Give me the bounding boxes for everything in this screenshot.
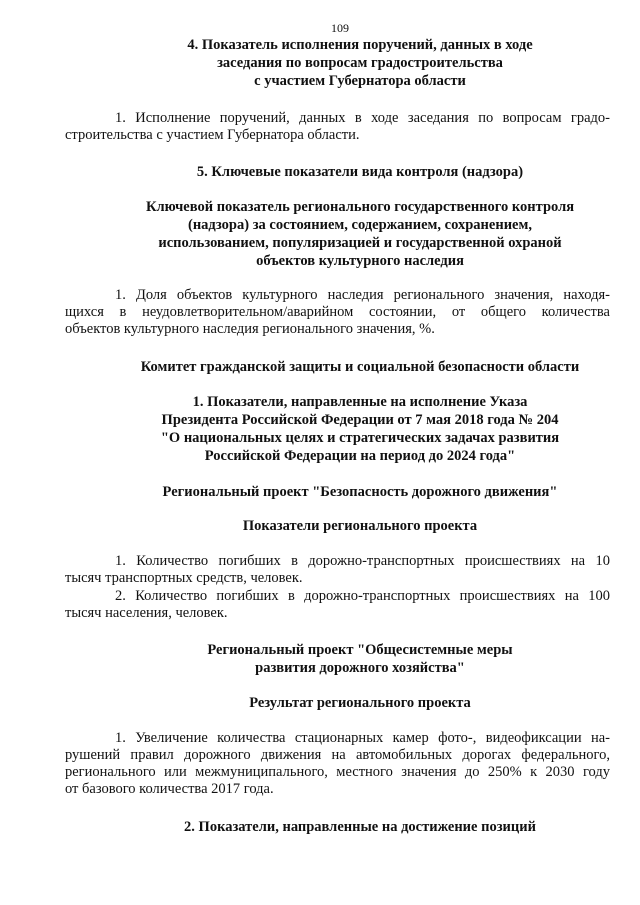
paragraph-line: щихся в неудовлетворительном/аварийном состоянии, от общего количества [65,304,610,320]
heading-line: объектов культурного наследия [256,253,464,269]
paragraph-line: тысяч населения, человек. [65,605,228,621]
heading-line: заседания по вопросам градостроительства [217,55,503,71]
heading-line: 1. Показатели, направленные на исполнение Указа [192,394,528,410]
heading-line: Президента Российской Федерации от 7 мая 2018 года № 204 [161,412,559,428]
heading-line: с участием Губернатора области [254,73,466,89]
heading-decree-indicators [40,393,640,465]
paragraph-deaths-per-population [65,588,610,622]
paragraph-line: тысяч транспортных средств, человек. [65,570,303,586]
heading-line: 2. Показатели, направленные на достижение позиций [184,819,536,835]
paragraph-cameras-increase [65,730,610,798]
paragraph-line: от базового количества 2017 года. [65,781,274,797]
paragraph-line: 1. Количество погибших в дорожно-транспортных происшествиях на 10 [115,553,610,569]
heading-line: Результат регионального проекта [249,695,471,711]
paragraph-line: объектов культурного наследия регионального значения, %. [65,321,435,337]
heading-line: Региональный проект "Общесистемные меры [207,642,513,658]
heading-line: Показатели регионального проекта [242,518,478,534]
paragraph-line: 1. Доля объектов культурного наследия регионального значения, находя- [115,287,610,303]
heading-regional-project-result [40,694,640,712]
paragraph-deaths-per-vehicles [65,553,610,587]
page-number: 109 [331,21,349,35]
heading-road-system-project [40,641,640,677]
heading-line: развития дорожного хозяйства" [255,660,465,676]
paragraph-instructions [65,110,610,144]
heading-line: 5. Ключевые показатели вида контроля (надзора) [196,164,524,180]
heading-line: Комитет гражданской защиты и социальной безопасности области [140,359,580,375]
heading-civil-protection-committee [40,358,640,376]
heading-line: Российской Федерации на период до 2024 года" [204,448,516,464]
paragraph-line: 1. Исполнение поручений, данных в ходе заседания по вопросам градо- [115,110,610,126]
heading-regional-project-indicators [40,517,640,535]
paragraph-line: строительства с участием Губернатора области. [65,127,360,143]
heading-position-indicators [40,818,640,836]
heading-line: "О национальных целях и стратегических задачах развития [160,430,560,446]
paragraph-line: регионального или межмуниципального, местного значения до 250% к 2030 году [65,764,610,780]
heading-line: Ключевой показатель регионального государственного контроля [145,199,575,215]
paragraph-heritage-share [65,287,610,338]
heading-road-safety-project [40,483,640,501]
heading-line: Региональный проект "Безопасность дорожного движения" [162,484,558,500]
heading-line: 4. Показатель исполнения поручений, данных в ходе [187,37,533,53]
heading-cultural-heritage-control [40,198,640,270]
paragraph-line: 1. Увеличение количества стационарных камер фото-, видеофиксации на- [115,730,610,746]
paragraph-line: рушений правил дорожного движения на автомобильных дорогах федерального, [65,747,610,763]
heading-instructions-indicator [40,36,640,90]
heading-line: использованием, популяризацией и государственной охраной [158,235,562,251]
paragraph-line: 2. Количество погибших в дорожно-транспортных происшествиях на 100 [115,588,610,604]
heading-key-indicators [40,163,640,181]
heading-line: (надзора) за состоянием, содержанием, сохранением, [187,217,532,233]
